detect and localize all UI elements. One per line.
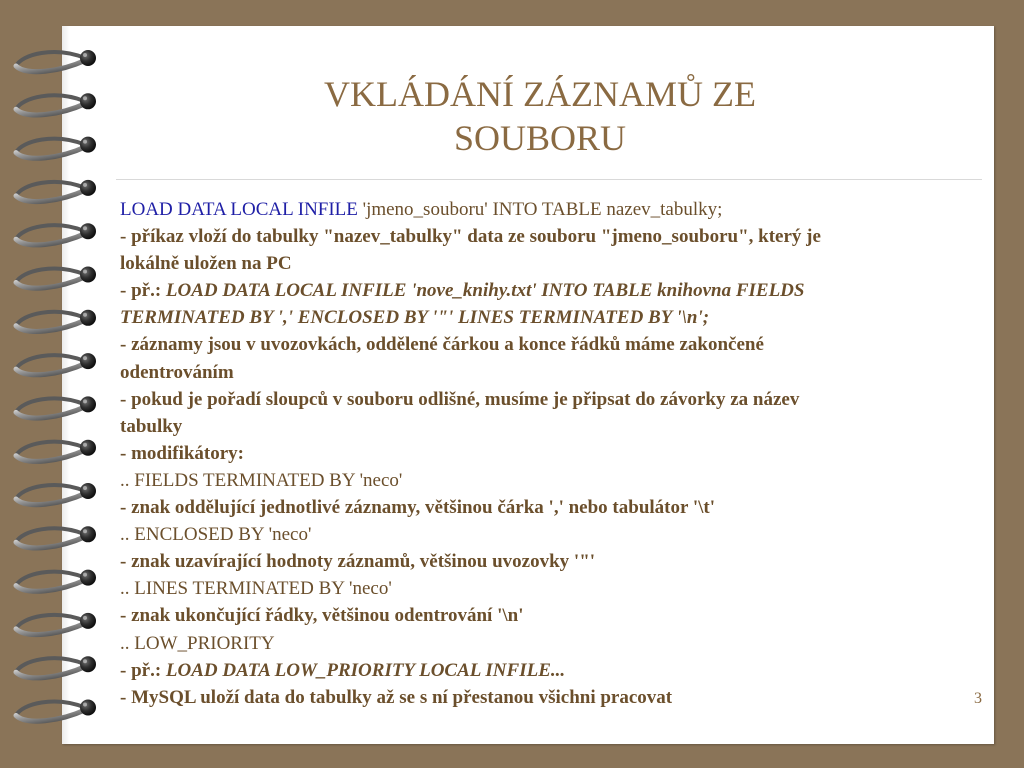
content-line-19: - MySQL uloží data do tabulky až se s ní přestanou všichni pracovat <box>120 686 673 708</box>
spiral-binding-icon <box>0 0 110 768</box>
content-line-12: - znak oddělující jednotlivé záznamy, většinou čárka ',' nebo tabulátor '\t' <box>120 497 715 519</box>
slide-content <box>120 196 980 711</box>
binder-ring <box>16 526 96 548</box>
slide-title <box>190 72 890 160</box>
content-line-11: .. FIELDS TERMINATED BY 'neco' <box>120 469 403 491</box>
binder-ring <box>16 353 96 375</box>
binder-ring <box>16 440 96 462</box>
binder-ring <box>16 570 96 592</box>
title-divider <box>116 179 982 180</box>
slide-title-line-2: SOUBORU <box>453 118 627 158</box>
content-line-10: - modifikátory: <box>120 442 245 464</box>
content-line-6: - záznamy jsou v uvozovkách, oddělené čárkou a konce řádků máme zakončené <box>120 334 764 356</box>
binder-ring <box>16 396 96 418</box>
slide-title-line-1: VKLÁDÁNÍ ZÁZNAMŮ ZE <box>324 74 756 114</box>
content-line-3: lokálně uložen na PC <box>120 253 292 275</box>
binder-ring <box>16 267 96 289</box>
content-line-13: .. ENCLOSED BY 'neco' <box>120 524 312 546</box>
page-number: 3 <box>974 690 982 707</box>
binder-ring <box>16 50 96 72</box>
example-code-1a: LOAD DATA LOCAL INFILE 'nove_knihy.txt' INTO TABLE knihovna FIELDS <box>165 280 805 302</box>
binder-ring <box>16 310 96 332</box>
binder-ring <box>16 180 96 202</box>
content-line-16: - znak ukončující řádky, většinou odentrování '\n' <box>120 605 524 627</box>
binder-ring <box>16 700 96 722</box>
content-line-1 <box>120 196 980 223</box>
example-code-1b: TERMINATED BY ',' ENCLOSED BY '"' LINES TERMINATED BY '\n'; <box>120 307 710 329</box>
keyword-load-data: LOAD DATA LOCAL INFILE <box>120 199 358 220</box>
example-code-2: LOAD DATA LOW_PRIORITY LOCAL INFILE... <box>165 659 566 681</box>
content-line-17: .. LOW_PRIORITY <box>120 632 275 654</box>
binder-ring <box>16 93 96 115</box>
content-line-1-rest: 'jmeno_souboru' INTO TABLE nazev_tabulky; <box>357 199 723 220</box>
content-line-2: - příkaz vloží do tabulky "nazev_tabulky" data ze souboru "jmeno_souboru", který je <box>120 226 821 248</box>
content-line-4 <box>120 277 980 304</box>
example-prefix-2: - př.: <box>120 659 166 681</box>
binder-ring <box>16 137 96 159</box>
content-line-14: - znak uzavírající hodnoty záznamů, většinou uvozovky '"' <box>120 551 596 573</box>
content-line-15: .. LINES TERMINATED BY 'neco' <box>120 578 392 600</box>
binder-ring <box>16 483 96 505</box>
content-line-8: - pokud je pořadí sloupců v souboru odlišné, musíme je připsat do závorky za název <box>120 388 800 410</box>
binder-ring <box>16 656 96 678</box>
binder-ring <box>16 223 96 245</box>
content-line-18 <box>120 657 980 684</box>
binder-ring <box>16 613 96 635</box>
example-prefix-1: - př.: <box>120 280 166 302</box>
content-line-7: odentrováním <box>120 361 234 383</box>
content-line-9: tabulky <box>120 415 183 437</box>
